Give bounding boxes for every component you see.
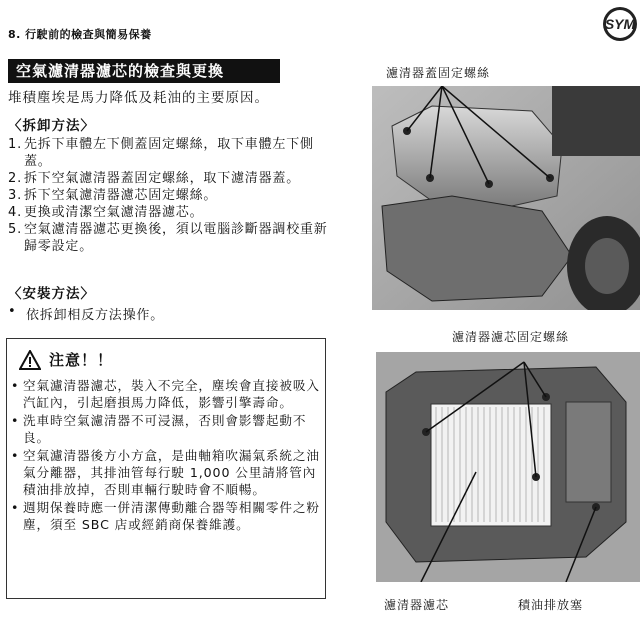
- intro-text: 堆積塵埃是馬力降低及耗油的主要原因。: [8, 90, 269, 106]
- list-item: 4. 更換或清潔空氣濾清器濾芯。: [8, 205, 204, 220]
- list-item: 1. 先拆下車體左下側蓋固定螺絲，取下車體左下側蓋。: [8, 137, 314, 169]
- removal-heading: 〈拆卸方法〉: [8, 118, 95, 134]
- cover-screw-caption: 濾清器蓋固定螺絲: [386, 66, 491, 80]
- svg-text:SYM: SYM: [604, 16, 636, 32]
- sym-logo: [600, 6, 640, 42]
- list-item: 2. 拆下空氣濾清器蓋固定螺絲，取下濾清器蓋。: [8, 171, 301, 186]
- section-header: 8. 行駛前的檢查與簡易保養: [8, 28, 152, 41]
- warning-box: [6, 338, 326, 599]
- warning-title: 注意！！: [19, 349, 113, 370]
- warning-icon: [19, 350, 41, 370]
- list-item: 3. 拆下空氣濾清器濾芯固定螺絲。: [8, 188, 218, 203]
- page-title: 空氣濾清器濾芯的檢查與更換: [8, 59, 280, 83]
- list-item: 5. 空氣濾清器濾芯更換後，須以電腦診斷器調校重新歸零設定。: [8, 222, 328, 254]
- warning-list: [11, 377, 323, 534]
- list-item: • 空氣濾清器後方小方盒，是曲軸箱吹漏氣系統之油氣分離器，其排油管每行駛 1,000 公里請將管內積油排放掉，否則車輛行駛時會不順暢。: [11, 447, 320, 498]
- list-item: • 洗車時空氣濾清器不可浸濕，否則會影響起動不良。: [11, 412, 307, 446]
- drain-plug-caption: 積油排放塞: [518, 598, 584, 612]
- list-item: • 週期保養時應一併清潔傳動離合器等相關零件之粉塵，須至 SBC 店或經銷商保養維護。: [11, 499, 320, 533]
- air-cleaner-cover-photo: [372, 86, 640, 310]
- installation-heading: 〈安裝方法〉: [8, 286, 95, 302]
- installation-item: • 依拆卸相反方法操作。: [8, 304, 165, 323]
- removal-steps: [8, 136, 328, 255]
- element-screw-caption: 濾清器濾芯固定螺絲: [452, 330, 570, 344]
- list-item: • 空氣濾清器濾芯，裝入不完全，塵埃會直接被吸入汽缸內，引起磨損馬力降低，影響引擎壽命。: [11, 378, 320, 411]
- filter-element-caption: 濾清器濾芯: [384, 598, 450, 612]
- air-filter-element-photo: [376, 352, 640, 582]
